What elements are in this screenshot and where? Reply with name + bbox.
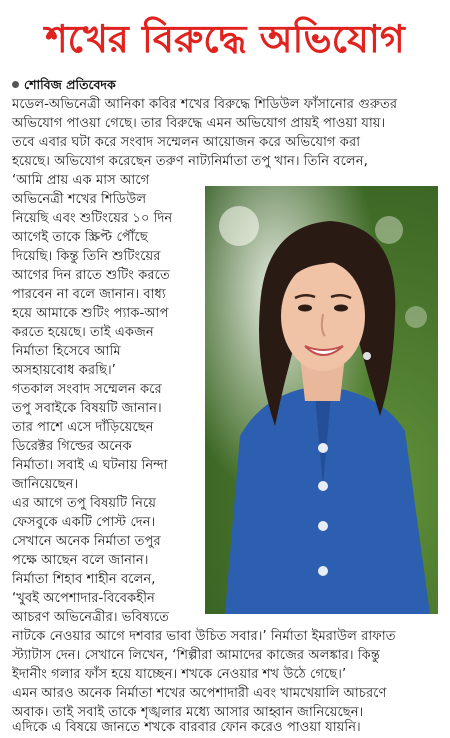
article-line: এমন আরও অনেক নির্মাতা শখের অপেশাদারী এবং খামখেয়ালি আচরণে xyxy=(12,686,387,701)
article-line: পারবেন না বলে জানান। বাধ্য xyxy=(12,287,166,302)
article-line: অভিনেত্রী শখের শিডিউল xyxy=(12,192,147,207)
article-line: হয়ে আমাকে শুটিং প্যাক-আপ xyxy=(12,306,169,321)
article-line: হয়েছে। অভিযোগ করেছেন তরুণ নাট্যনির্মাতা তপু খান। তিনি বলেন, xyxy=(12,154,368,169)
article-line: ডিরেক্টর গিল্ডের অনেক xyxy=(12,439,132,454)
article-line: ‘খুবই অপেশাদার-বিবেকহীন xyxy=(12,591,155,606)
article-line: স্ট্যাটাস দেন। সেখানে লিখেন, ‘শিল্পীরা আমাদের কাজের অলঙ্কার। কিন্তু xyxy=(12,648,380,663)
article-line: নিয়েছি এবং শুটিংয়ের ১০ দিন xyxy=(12,211,173,226)
article-line: নির্মাতা। সবাই এ ঘটনায় নিন্দা xyxy=(12,458,168,473)
article-line: করতে হয়েছে। তাই একজন xyxy=(12,325,154,340)
portrait-illustration xyxy=(205,186,438,614)
article-line: এদিকে এ বিষয়ে জানতে শখকে বারবার ফোন করেও পাওয়া যায়নি। xyxy=(12,720,361,735)
article-line: এর আগে তপু বিষয়টি নিয়ে xyxy=(12,496,157,511)
article-line: ইদানীং গলার ফাঁস হয়ে যাচ্ছেন। শখকে নেওয়ার শখ উঠে গেছে।’ xyxy=(12,667,347,682)
article-line: নির্মাতা হিসেবে আমি xyxy=(12,344,121,359)
headline: শখের বিরুদ্ধে অভিযোগ xyxy=(45,17,405,61)
article-line: ‘আমি প্রায় এক মাস আগে xyxy=(12,173,150,188)
article-line: তবে এবার ঘটা করে সংবাদ সম্মেলন আয়োজন করে অভিযোগ করা xyxy=(12,135,361,150)
article-line: অসহায়বোধ করছি।’ xyxy=(12,363,116,378)
article-line: জানিয়েছেন। xyxy=(12,477,79,492)
article-line: দিয়েছি। কিন্তু তিনি শুটিংয়ের xyxy=(12,249,161,264)
byline-text: শোবিজ প্রতিবেদক xyxy=(24,77,116,92)
article-line: আগের দিন রাতে শুটিং করতে xyxy=(12,268,170,283)
article-line: সেখানে অনেক নির্মাতা তপুর xyxy=(12,534,161,549)
article-line: গতকাল সংবাদ সম্মেলন করে xyxy=(12,382,162,397)
article-line: তপু সবাইকে বিষয়টি জানান। xyxy=(12,401,162,416)
bullet-icon xyxy=(12,81,19,88)
article-line: আচরণ অভিনেত্রীর। ভবিষ্যতে xyxy=(12,610,169,625)
article-line: অবাক। তাই সবাই তাকে শৃঙ্খলার মধ্যে আসার আহ্বান জানিয়েছেন। xyxy=(12,705,364,720)
article-line: মডেল-অভিনেত্রী আনিকা কবির শখের বিরুদ্ধে শিডিউল ফাঁসানোর গুরুতর xyxy=(12,97,398,112)
article-line: নাটকে নেওয়ার আগে দশবার ভাবা উচিত সবার।’ নির্মাতা ইমরাউল রাফাত xyxy=(12,629,396,644)
article-line: পক্ষে আছেন বলে জানান। xyxy=(12,553,149,568)
article-line: তার পাশে এসে দাঁড়িয়েছেন xyxy=(12,420,154,435)
actress-photo xyxy=(205,186,438,614)
article-line: ফেসবুকে একটি পোস্ট দেন। xyxy=(12,515,156,530)
article-line: নির্মাতা শিহাব শাহীন বলেন, xyxy=(12,572,156,587)
byline xyxy=(12,76,116,94)
article-line: অভিযোগ পাওয়া গেছে। তার বিরুদ্ধে এমন অভিযোগ প্রায়ই পাওয়া যায়। xyxy=(12,116,386,131)
article-line: আগেই তাকে স্ক্রিপ্ট পৌঁছে xyxy=(12,230,148,245)
